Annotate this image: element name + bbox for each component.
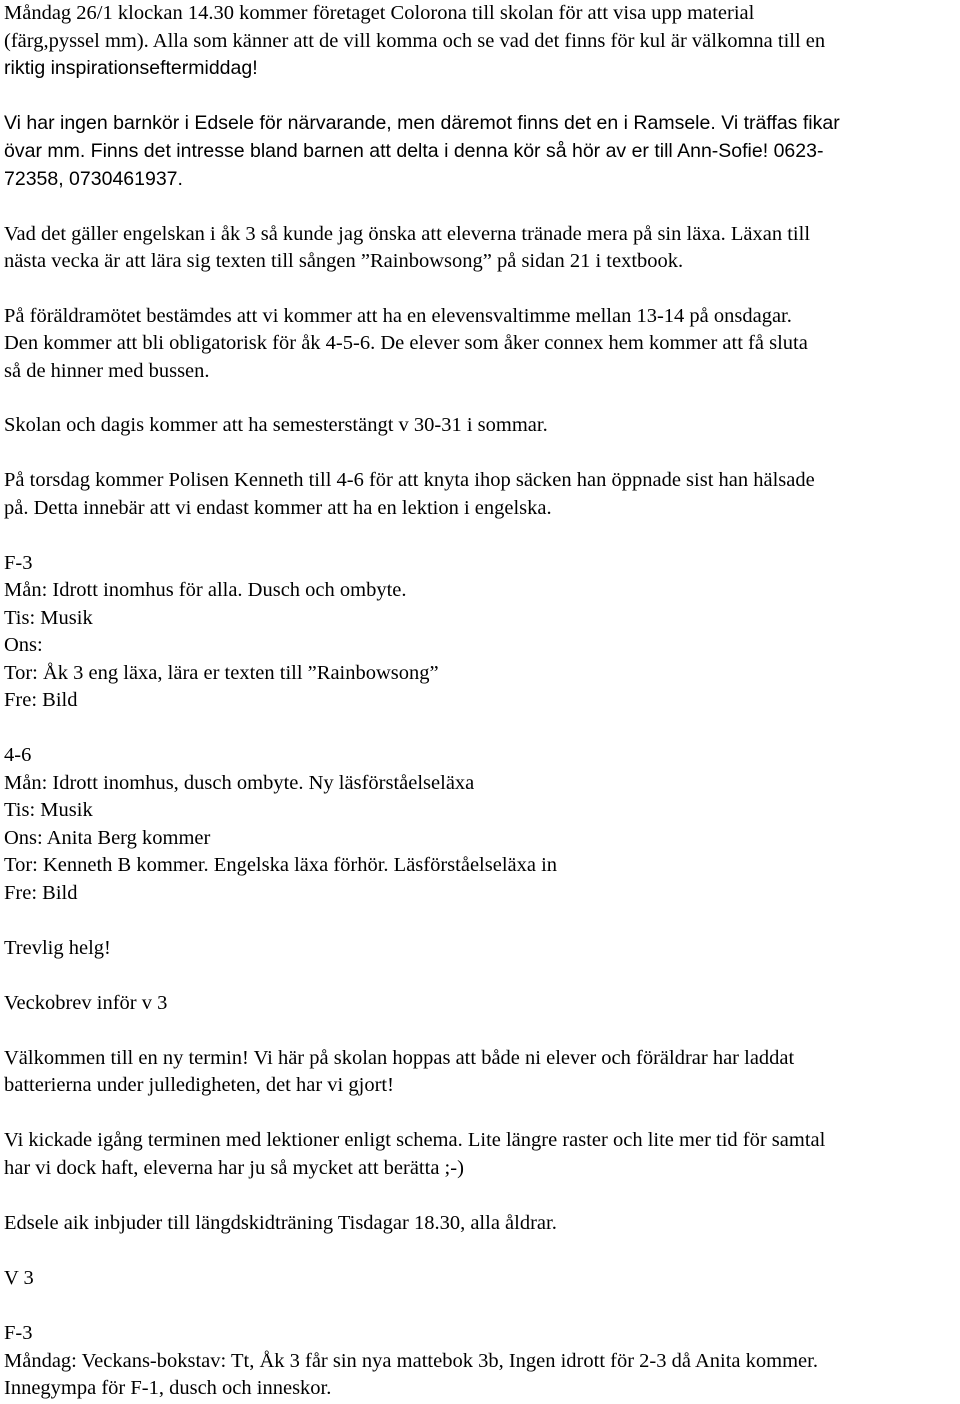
text-line: Tor: Åk 3 eng läxa, lära er texten till ”Rainbowsong” [4,662,439,684]
text-line: V 3 [4,1267,34,1289]
text-line: Måndag 26/1 klockan 14.30 kommer företaget Colorona till skolan för att visa upp material [4,2,755,24]
text-line: Vi kickade igång terminen med lektioner enligt schema. Lite längre raster och lite mer tid för samtal [4,1129,826,1151]
text-line: Tis: Musik [4,799,93,821]
text-line: Vad det gäller engelskan i åk 3 så kunde jag önska att eleverna tränade mera på sin läxa. Läxan till [4,223,811,245]
text-line: Veckobrev inför v 3 [4,992,168,1014]
text-line: Mån: Idrott inomhus, dusch ombyte. Ny läsförståelseläxa [4,772,475,794]
text-line: Ons: [4,634,43,656]
text-line: nästa vecka är att lära sig texten till sången ”Rainbowsong” på sidan 21 i textbook. [4,250,684,272]
text-line: Innegympa för F-1, dusch och inneskor. [4,1377,332,1399]
text-line: Vi har ingen barnkör i Edsele för närvarande, men däremot finns det en i Ramsele. Vi träffas fikar [4,112,840,134]
text-line: Ons: Anita Berg kommer [4,827,211,849]
text-line: (färg,pyssel mm). Alla som känner att de vill komma och se vad det finns för kul är välkomna till en [4,30,826,52]
text-line: På torsdag kommer Polisen Kenneth till 4-6 för att knyta ihop säcken han öppnade sist han hälsade [4,469,815,491]
text-line: F-3 [4,1322,33,1344]
text-line: Den kommer att bli obligatorisk för åk 4-5-6. De elever som åker connex hem kommer att få sluta [4,332,808,354]
text-line: Skolan och dagis kommer att ha semesterstängt v 30-31 i sommar. [4,414,548,436]
text-line: Fre: Bild [4,882,78,904]
text-line: Tor: Kenneth B kommer. Engelska läxa förhör. Läsförståelseläxa in [4,854,558,876]
text-line: På föräldramötet bestämdes att vi kommer att ha en elevensvaltimme mellan 13-14 på onsdagar. [4,305,792,327]
text-line: F-3 [4,552,33,574]
text-line: 72358, 0730461937. [4,168,183,190]
text-line: Trevlig helg! [4,937,111,959]
text-line: Tis: Musik [4,607,93,629]
text-line: 4-6 [4,744,32,766]
text-line: Fre: Bild [4,689,78,711]
text-line: Måndag: Veckans-bokstav: Tt, Åk 3 får sin nya mattebok 3b, Ingen idrott för 2-3 då Anita kommer. [4,1350,818,1372]
text-line: riktig inspirationseftermiddag! [4,57,258,79]
text-line: har vi dock haft, eleverna har ju så mycket att berätta ;-) [4,1157,464,1179]
text-line: övar mm. Finns det intresse bland barnen att delta i denna kör så hör av er till Ann-Sofie! 0623- [4,140,824,162]
text-line: på. Detta innebär att vi endast kommer att ha en lektion i engelska. [4,497,552,519]
text-line: Välkommen till en ny termin! Vi här på skolan hoppas att både ni elever och föräldrar har laddat [4,1047,795,1069]
text-line: så de hinner med bussen. [4,360,210,382]
text-line: Edsele aik inbjuder till längdskidträning Tisdagar 18.30, alla åldrar. [4,1212,557,1234]
text-line: batterierna under julledigheten, det har vi gjort! [4,1074,394,1096]
text-line: Mån: Idrott inomhus för alla. Dusch och ombyte. [4,579,407,601]
